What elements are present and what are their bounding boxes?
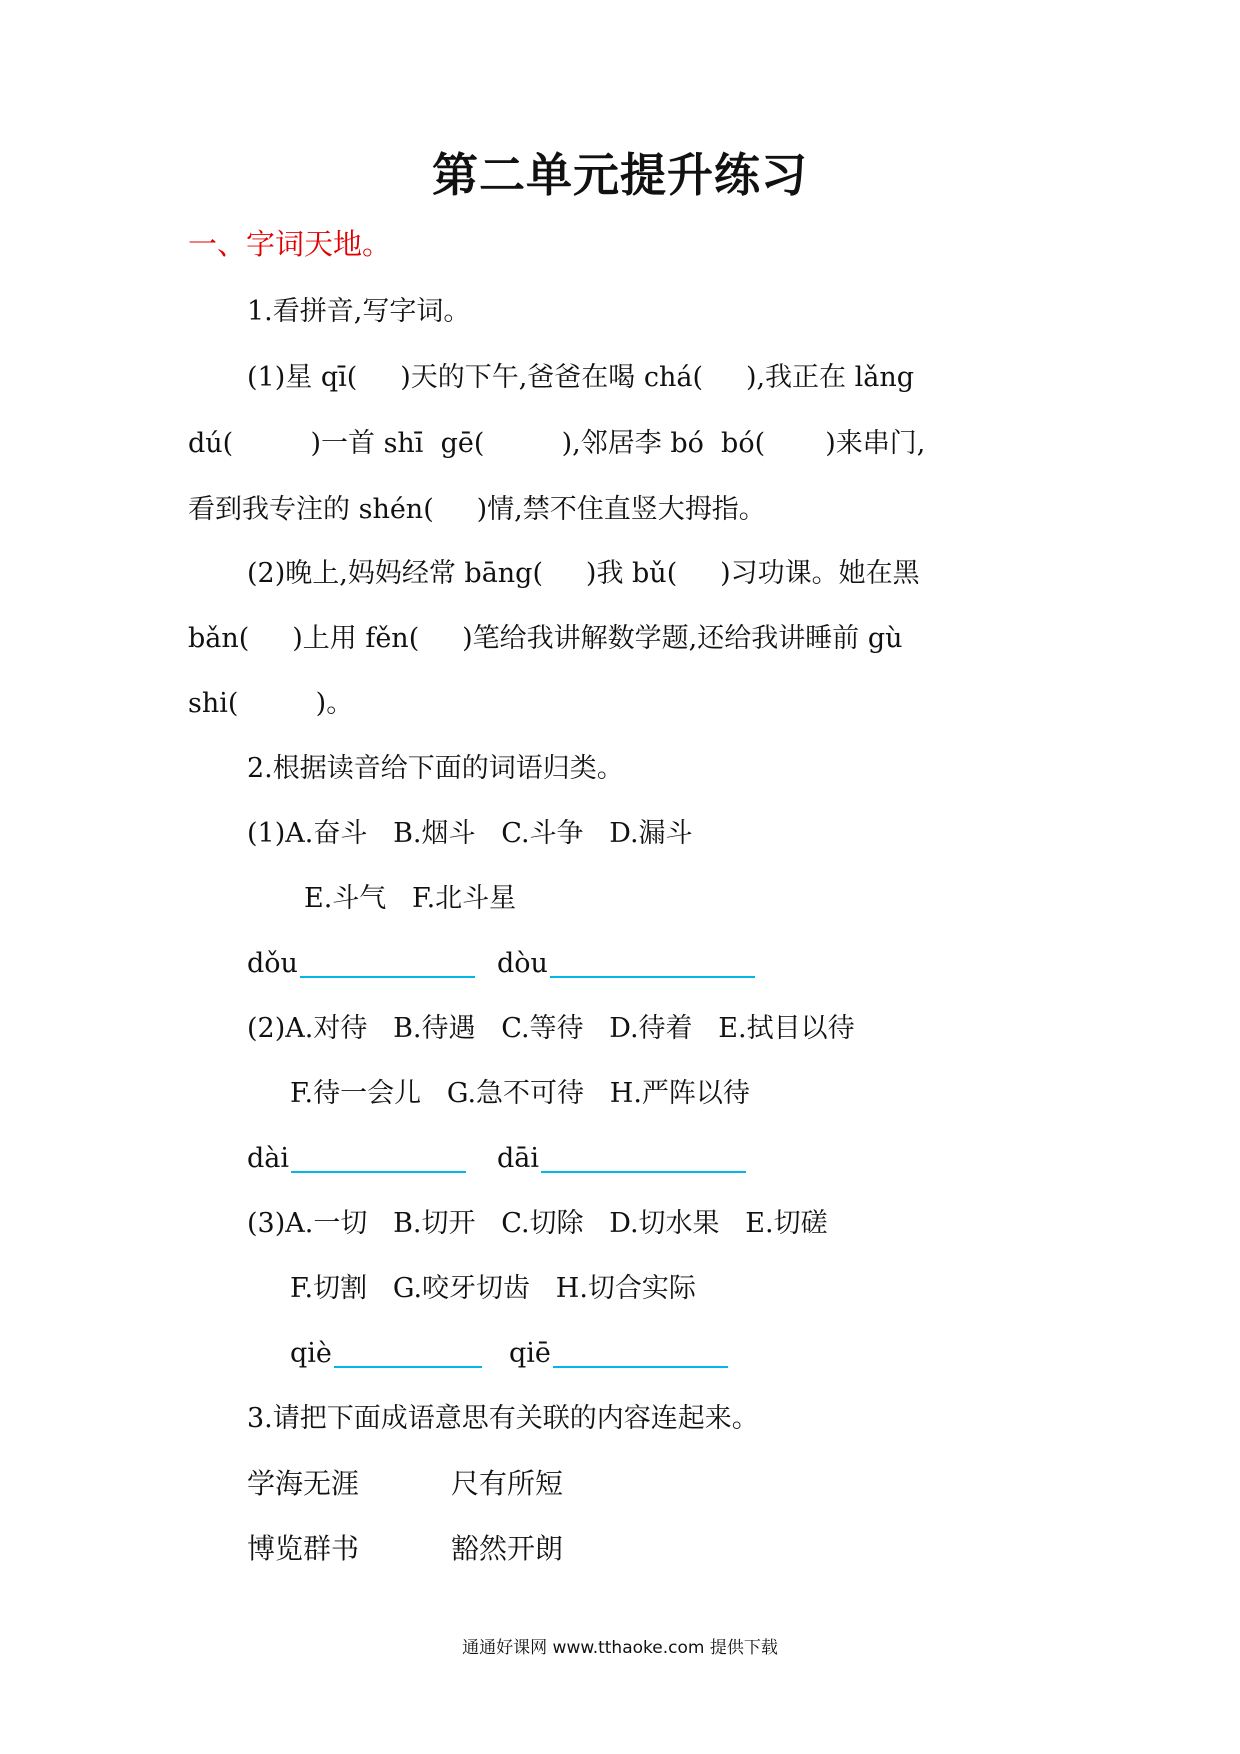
answer-blank[interactable]: [550, 976, 755, 978]
reading-label: qiè: [290, 1338, 332, 1369]
answer-blank[interactable]: [541, 1171, 746, 1173]
question-2-group2-options-line1: (2)A.对待 B.待遇 C.等待 D.待着 E.拭目以待: [247, 1013, 855, 1044]
question-2-group1-answer-1: [247, 950, 475, 978]
question-2-group2-answer-1: [247, 1145, 466, 1173]
reading-label: dǒu: [247, 948, 298, 979]
section-heading-vocabulary: 一、字词天地。: [188, 227, 392, 261]
footer-source-note: 通通好课网 www.tthaoke.com 提供下载: [462, 1638, 778, 1658]
answer-blank[interactable]: [553, 1366, 728, 1368]
question-1-part1-line2: dú( )一首 shī gē( ),邻居李 bó bó( )来串门,: [188, 428, 926, 459]
question-2-group3-options-line1: (3)A.一切 B.切开 C.切除 D.切水果 E.切磋: [247, 1208, 828, 1239]
question-2-group3-options-line2: F.切割 G.咬牙切齿 H.切合实际: [290, 1273, 696, 1304]
reading-label: qiē: [509, 1338, 551, 1369]
idiom-left-2[interactable]: 博览群书: [247, 1532, 360, 1565]
question-2-group3-answer-2: [509, 1340, 728, 1368]
idiom-right-1[interactable]: 尺有所短: [451, 1467, 564, 1500]
question-1-part1-line3: 看到我专注的 shén( )情,禁不住直竖大拇指。: [188, 494, 766, 525]
question-2-group2-answer-2: [497, 1145, 746, 1173]
question-1-part2-line1: (2)晚上,妈妈经常 bāng( )我 bǔ( )习功课。她在黑: [247, 558, 920, 589]
question-2-group1-options-line1: (1)A.奋斗 B.烟斗 C.斗争 D.漏斗: [247, 818, 693, 849]
question-1-part2-line3: shi( )。: [188, 688, 354, 719]
question-2-group1-answer-2: [497, 950, 755, 978]
idiom-right-2[interactable]: 豁然开朗: [451, 1532, 564, 1565]
reading-label: dāi: [497, 1143, 540, 1174]
idiom-left-1[interactable]: 学海无涯: [247, 1467, 360, 1500]
answer-blank[interactable]: [291, 1171, 466, 1173]
question-1-prompt: 1.看拼音,写字词。: [247, 296, 471, 327]
page-title: 第二单元提升练习: [432, 148, 808, 202]
question-3-prompt: 3.请把下面成语意思有关联的内容连起来。: [247, 1403, 759, 1434]
question-2-group1-options-line2: E.斗气 F.北斗星: [304, 883, 517, 914]
question-2-group3-answer-1: [290, 1340, 482, 1368]
question-2-group2-options-line2: F.待一会儿 G.急不可待 H.严阵以待: [290, 1078, 750, 1109]
answer-blank[interactable]: [334, 1366, 482, 1368]
question-2-prompt: 2.根据读音给下面的词语归类。: [247, 753, 624, 784]
reading-label: dòu: [497, 948, 548, 979]
question-1-part2-line2: bǎn( )上用 fěn( )笔给我讲解数学题,还给我讲睡前 gù: [188, 623, 903, 654]
answer-blank[interactable]: [300, 976, 475, 978]
question-1-part1-line1: (1)星 qī( )天的下午,爸爸在喝 chá( ),我正在 lǎng: [247, 362, 915, 393]
reading-label: dài: [247, 1143, 290, 1174]
